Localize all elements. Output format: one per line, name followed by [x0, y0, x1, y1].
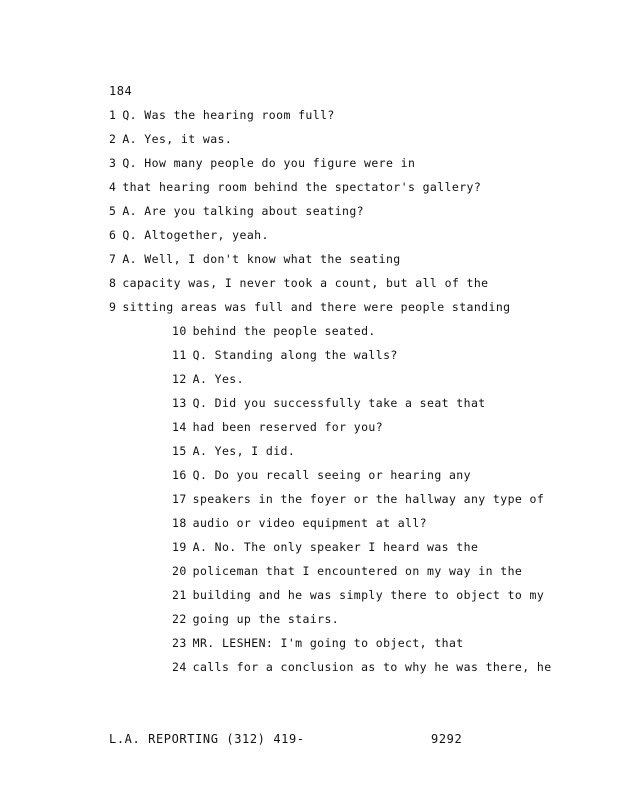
transcript-line-7	[109, 252, 401, 266]
line-number: 7	[109, 252, 117, 266]
line-number: 4	[109, 180, 117, 194]
transcript-line-13	[172, 396, 486, 410]
line-text: Q. Altogether, yeah.	[122, 228, 269, 242]
line-number: 13	[172, 396, 187, 410]
footer-phone-suffix: 9292	[431, 732, 463, 746]
line-number: 12	[172, 372, 187, 386]
line-text: had been reserved for you?	[192, 420, 384, 434]
transcript-line-10	[172, 324, 376, 338]
line-number: 21	[172, 588, 187, 602]
line-text: A. No. The only speaker I heard was the	[192, 540, 479, 554]
line-text: building and he was simply there to object to my	[192, 588, 545, 602]
line-number: 20	[172, 564, 187, 578]
page-number: 184	[109, 84, 133, 98]
line-text: that hearing room behind the spectator's gallery?	[122, 180, 482, 194]
line-number: 17	[172, 492, 187, 506]
line-number: 15	[172, 444, 187, 458]
transcript-line-20	[172, 564, 522, 578]
line-number: 23	[172, 636, 187, 650]
line-text: policeman that I encountered on my way in the	[192, 564, 523, 578]
line-number: 10	[172, 324, 187, 338]
line-text: A. Yes, I did.	[192, 444, 296, 458]
transcript-line-22	[172, 612, 339, 626]
line-text: capacity was, I never took a count, but all of the	[122, 276, 489, 290]
line-number: 16	[172, 468, 187, 482]
transcript-line-1	[109, 108, 335, 122]
line-number: 18	[172, 516, 187, 530]
line-number: 11	[172, 348, 187, 362]
transcript-line-4	[109, 180, 481, 194]
line-text: A. Are you talking about seating?	[122, 204, 365, 218]
transcript-line-18	[172, 516, 427, 530]
line-text: Q. Did you successfully take a seat that	[192, 396, 486, 410]
line-text: Q. How many people do you figure were in	[122, 156, 416, 170]
line-text: Q. Do you recall seeing or hearing any	[192, 468, 471, 482]
line-number: 2	[109, 132, 117, 146]
line-text: behind the people seated.	[192, 324, 376, 338]
line-number: 8	[109, 276, 117, 290]
line-text: A. Yes.	[192, 372, 244, 386]
line-text: speakers in the foyer or the hallway any type of	[192, 492, 545, 506]
line-number: 9	[109, 300, 117, 314]
transcript-line-2	[109, 132, 232, 146]
transcript-line-21	[172, 588, 544, 602]
line-text: A. Yes, it was.	[122, 132, 233, 146]
transcript-line-15	[172, 444, 295, 458]
transcript-line-17	[172, 492, 544, 506]
footer-reporter: L.A. REPORTING (312) 419-	[109, 732, 305, 746]
line-number: 5	[109, 204, 117, 218]
transcript-line-12	[172, 372, 244, 386]
transcript-line-11	[172, 348, 398, 362]
line-number: 6	[109, 228, 117, 242]
line-text: A. Well, I don't know what the seating	[122, 252, 401, 266]
line-number: 24	[172, 660, 187, 674]
line-text: calls for a conclusion as to why he was there, he	[192, 660, 552, 674]
line-number: 22	[172, 612, 187, 626]
line-number: 1	[109, 108, 117, 122]
transcript-line-16	[172, 468, 471, 482]
transcript-line-6	[109, 228, 269, 242]
line-text: sitting areas was full and there were people standing	[122, 300, 511, 314]
line-text: audio or video equipment at all?	[192, 516, 428, 530]
line-number: 14	[172, 420, 187, 434]
transcript-line-14	[172, 420, 383, 434]
line-text: going up the stairs.	[192, 612, 340, 626]
transcript-line-19	[172, 540, 478, 554]
transcript-line-8	[109, 276, 489, 290]
transcript-line-9	[109, 300, 510, 314]
line-text: Q. Was the hearing room full?	[122, 108, 335, 122]
line-text: MR. LESHEN: I'm going to object, that	[192, 636, 464, 650]
transcript-line-3	[109, 156, 415, 170]
transcript-line-23	[172, 636, 464, 650]
line-text: Q. Standing along the walls?	[192, 348, 398, 362]
transcript-line-24	[172, 660, 552, 674]
line-number: 19	[172, 540, 187, 554]
transcript-line-5	[109, 204, 364, 218]
line-number: 3	[109, 156, 117, 170]
